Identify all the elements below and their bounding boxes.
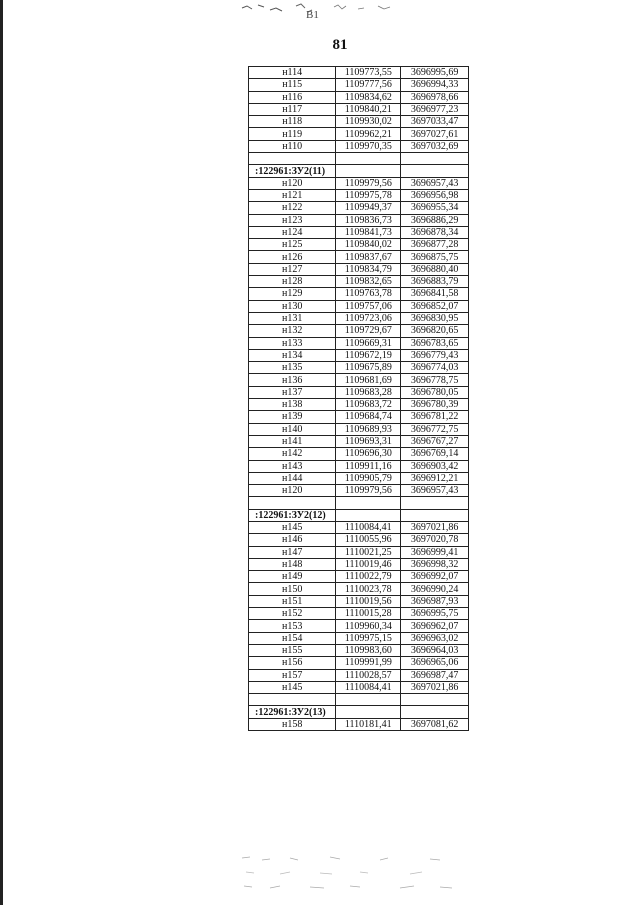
x-coordinate-cell: 1109979,56 <box>336 177 401 189</box>
table-row <box>249 239 469 251</box>
point-id-cell: н151 <box>249 595 336 607</box>
point-id-cell: н133 <box>249 337 336 349</box>
point-id-cell: н152 <box>249 608 336 620</box>
table-row <box>249 448 469 460</box>
empty-cell <box>401 706 469 718</box>
x-coordinate-cell: 1110023,78 <box>336 583 401 595</box>
empty-cell <box>249 497 336 509</box>
x-coordinate-cell: 1109832,65 <box>336 276 401 288</box>
x-coordinate-cell: 1109689,93 <box>336 423 401 435</box>
table-row <box>249 399 469 411</box>
table-row <box>249 460 469 472</box>
table-row <box>249 374 469 386</box>
empty-cell <box>336 165 401 177</box>
y-coordinate-cell: 3696962,07 <box>401 620 469 632</box>
point-id-cell: н154 <box>249 632 336 644</box>
table-row <box>249 472 469 484</box>
y-coordinate-cell: 3696912,21 <box>401 472 469 484</box>
y-coordinate-cell: 3696957,43 <box>401 485 469 497</box>
y-coordinate-cell: 3696990,24 <box>401 583 469 595</box>
point-id-cell: н142 <box>249 448 336 460</box>
point-id-cell: н116 <box>249 91 336 103</box>
x-coordinate-cell: 1109975,78 <box>336 189 401 201</box>
point-id-cell: н129 <box>249 288 336 300</box>
y-coordinate-cell: 3697027,61 <box>401 128 469 140</box>
table-row <box>249 91 469 103</box>
table-row <box>249 79 469 91</box>
x-coordinate-cell: 1110021,25 <box>336 546 401 558</box>
empty-cell <box>249 153 336 165</box>
y-coordinate-cell: 3696769,14 <box>401 448 469 460</box>
blank-row <box>249 694 469 706</box>
empty-cell <box>401 509 469 521</box>
point-id-cell: н137 <box>249 386 336 398</box>
x-coordinate-cell: 1109911,16 <box>336 460 401 472</box>
x-coordinate-cell: 1109763,78 <box>336 288 401 300</box>
point-id-cell: н141 <box>249 435 336 447</box>
table-row <box>249 620 469 632</box>
x-coordinate-cell: 1109681,69 <box>336 374 401 386</box>
y-coordinate-cell: 3696781,22 <box>401 411 469 423</box>
y-coordinate-cell: 3697032,69 <box>401 140 469 152</box>
y-coordinate-cell: 3696783,65 <box>401 337 469 349</box>
x-coordinate-cell: 1109960,34 <box>336 620 401 632</box>
table-row <box>249 202 469 214</box>
table-row <box>249 546 469 558</box>
x-coordinate-cell: 1109841,73 <box>336 226 401 238</box>
table-row <box>249 128 469 140</box>
y-coordinate-cell: 3696780,05 <box>401 386 469 398</box>
table-row <box>249 288 469 300</box>
scan-left-edge <box>0 0 3 905</box>
x-coordinate-cell: 1109991,99 <box>336 657 401 669</box>
table-row <box>249 423 469 435</box>
table-row <box>249 718 469 730</box>
table-row <box>249 362 469 374</box>
section-label-cell: :122961:ЗУ2(11) <box>249 165 336 177</box>
y-coordinate-cell: 3696965,06 <box>401 657 469 669</box>
y-coordinate-cell: 3696956,98 <box>401 189 469 201</box>
y-coordinate-cell: 3696955,34 <box>401 202 469 214</box>
coordinates-table-body <box>249 67 469 731</box>
x-coordinate-cell: 1109983,60 <box>336 644 401 656</box>
x-coordinate-cell: 1109840,21 <box>336 103 401 115</box>
x-coordinate-cell: 1109834,79 <box>336 263 401 275</box>
table-row <box>249 251 469 263</box>
table-row <box>249 583 469 595</box>
y-coordinate-cell: 3697021,86 <box>401 521 469 533</box>
point-id-cell: н156 <box>249 657 336 669</box>
point-id-cell: н122 <box>249 202 336 214</box>
empty-cell <box>336 694 401 706</box>
x-coordinate-cell: 1109683,72 <box>336 399 401 411</box>
point-id-cell: н126 <box>249 251 336 263</box>
y-coordinate-cell: 3696995,75 <box>401 608 469 620</box>
empty-cell <box>249 694 336 706</box>
x-coordinate-cell: 1110084,41 <box>336 521 401 533</box>
table-row <box>249 485 469 497</box>
x-coordinate-cell: 1109723,06 <box>336 312 401 324</box>
y-coordinate-cell: 3696903,42 <box>401 460 469 472</box>
y-coordinate-cell: 3696877,28 <box>401 239 469 251</box>
table-row <box>249 276 469 288</box>
x-coordinate-cell: 1109837,67 <box>336 251 401 263</box>
table-row <box>249 349 469 361</box>
point-id-cell: н147 <box>249 546 336 558</box>
y-coordinate-cell: 3696841,58 <box>401 288 469 300</box>
y-coordinate-cell: 3697021,86 <box>401 681 469 693</box>
empty-cell <box>401 153 469 165</box>
x-coordinate-cell: 1109962,21 <box>336 128 401 140</box>
x-coordinate-cell: 1109905,79 <box>336 472 401 484</box>
point-id-cell: н110 <box>249 140 336 152</box>
x-coordinate-cell: 1109970,35 <box>336 140 401 152</box>
x-coordinate-cell: 1109777,56 <box>336 79 401 91</box>
y-coordinate-cell: 3696883,79 <box>401 276 469 288</box>
scan-footer-noise <box>240 852 470 900</box>
x-coordinate-cell: 1109834,62 <box>336 91 401 103</box>
page-number: 81 <box>332 37 348 53</box>
point-id-cell: н134 <box>249 349 336 361</box>
point-id-cell: н124 <box>249 226 336 238</box>
y-coordinate-cell: 3696878,34 <box>401 226 469 238</box>
y-coordinate-cell: 3696992,07 <box>401 571 469 583</box>
point-id-cell: н131 <box>249 312 336 324</box>
point-id-cell: н117 <box>249 103 336 115</box>
x-coordinate-cell: 1110028,57 <box>336 669 401 681</box>
table-row <box>249 521 469 533</box>
point-id-cell: н136 <box>249 374 336 386</box>
table-row <box>249 644 469 656</box>
y-coordinate-cell: 3696820,65 <box>401 325 469 337</box>
point-id-cell: н121 <box>249 189 336 201</box>
table-row <box>249 67 469 79</box>
y-coordinate-cell: 3696987,47 <box>401 669 469 681</box>
x-coordinate-cell: 1109683,28 <box>336 386 401 398</box>
table-row <box>249 214 469 226</box>
point-id-cell: н120 <box>249 485 336 497</box>
section-header-row <box>249 509 469 521</box>
x-coordinate-cell: 1110022,79 <box>336 571 401 583</box>
y-coordinate-cell: 3696998,32 <box>401 558 469 570</box>
table-row <box>249 226 469 238</box>
point-id-cell: н115 <box>249 79 336 91</box>
point-id-cell: н153 <box>249 620 336 632</box>
x-coordinate-cell: 1109930,02 <box>336 116 401 128</box>
table-row <box>249 140 469 152</box>
x-coordinate-cell: 1109949,37 <box>336 202 401 214</box>
y-coordinate-cell: 3696964,03 <box>401 644 469 656</box>
y-coordinate-cell: 3696963,02 <box>401 632 469 644</box>
y-coordinate-cell: 3696852,07 <box>401 300 469 312</box>
point-id-cell: н145 <box>249 681 336 693</box>
point-id-cell: н144 <box>249 472 336 484</box>
table-row <box>249 608 469 620</box>
y-coordinate-cell: 3696875,75 <box>401 251 469 263</box>
scan-header-noise <box>238 0 418 22</box>
y-coordinate-cell: 3696767,27 <box>401 435 469 447</box>
empty-cell <box>336 497 401 509</box>
point-id-cell: н149 <box>249 571 336 583</box>
point-id-cell: н148 <box>249 558 336 570</box>
x-coordinate-cell: 1109840,02 <box>336 239 401 251</box>
y-coordinate-cell: 3696886,29 <box>401 214 469 226</box>
y-coordinate-cell: 3696774,03 <box>401 362 469 374</box>
y-coordinate-cell: 3696978,66 <box>401 91 469 103</box>
table-row <box>249 657 469 669</box>
table-row <box>249 300 469 312</box>
point-id-cell: н150 <box>249 583 336 595</box>
y-coordinate-cell: 3696977,23 <box>401 103 469 115</box>
empty-cell <box>336 509 401 521</box>
table-row <box>249 534 469 546</box>
point-id-cell: н138 <box>249 399 336 411</box>
x-coordinate-cell: 1109684,74 <box>336 411 401 423</box>
y-coordinate-cell: 3696957,43 <box>401 177 469 189</box>
y-coordinate-cell: 3696772,75 <box>401 423 469 435</box>
point-id-cell: н140 <box>249 423 336 435</box>
y-coordinate-cell: 3697020,78 <box>401 534 469 546</box>
x-coordinate-cell: 1109773,55 <box>336 67 401 79</box>
y-coordinate-cell: 3697033,47 <box>401 116 469 128</box>
point-id-cell: н143 <box>249 460 336 472</box>
table-row <box>249 312 469 324</box>
point-id-cell: н157 <box>249 669 336 681</box>
table-row <box>249 595 469 607</box>
x-coordinate-cell: 1110181,41 <box>336 718 401 730</box>
y-coordinate-cell: 3697081,62 <box>401 718 469 730</box>
table-row <box>249 632 469 644</box>
x-coordinate-cell: 1110019,56 <box>336 595 401 607</box>
table-row <box>249 189 469 201</box>
point-id-cell: н118 <box>249 116 336 128</box>
table-row <box>249 411 469 423</box>
table-row <box>249 263 469 275</box>
y-coordinate-cell: 3696780,39 <box>401 399 469 411</box>
empty-cell <box>401 694 469 706</box>
point-id-cell: н130 <box>249 300 336 312</box>
point-id-cell: н128 <box>249 276 336 288</box>
table-row <box>249 116 469 128</box>
section-label-cell: :122961:ЗУ2(12) <box>249 509 336 521</box>
point-id-cell: н135 <box>249 362 336 374</box>
y-coordinate-cell: 3696779,43 <box>401 349 469 361</box>
y-coordinate-cell: 3696830,95 <box>401 312 469 324</box>
x-coordinate-cell: 1110084,41 <box>336 681 401 693</box>
table-row <box>249 571 469 583</box>
table-row <box>249 681 469 693</box>
y-coordinate-cell: 3696994,33 <box>401 79 469 91</box>
table-row <box>249 386 469 398</box>
table-row <box>249 337 469 349</box>
x-coordinate-cell: 1109675,89 <box>336 362 401 374</box>
x-coordinate-cell: 1109696,30 <box>336 448 401 460</box>
x-coordinate-cell: 1109669,31 <box>336 337 401 349</box>
point-id-cell: н132 <box>249 325 336 337</box>
point-id-cell: н119 <box>249 128 336 140</box>
x-coordinate-cell: 1109672,19 <box>336 349 401 361</box>
empty-cell <box>336 706 401 718</box>
y-coordinate-cell: 3696999,41 <box>401 546 469 558</box>
empty-cell <box>401 165 469 177</box>
y-coordinate-cell: 3696987,93 <box>401 595 469 607</box>
section-header-row <box>249 165 469 177</box>
x-coordinate-cell: 1109975,15 <box>336 632 401 644</box>
table-row <box>249 435 469 447</box>
point-id-cell: н125 <box>249 239 336 251</box>
point-id-cell: н158 <box>249 718 336 730</box>
coordinates-table <box>248 66 469 731</box>
point-id-cell: н127 <box>249 263 336 275</box>
x-coordinate-cell: 1109836,73 <box>336 214 401 226</box>
x-coordinate-cell: 1110015,28 <box>336 608 401 620</box>
point-id-cell: н120 <box>249 177 336 189</box>
y-coordinate-cell: 3696995,69 <box>401 67 469 79</box>
table-row <box>249 325 469 337</box>
x-coordinate-cell: 1109729,67 <box>336 325 401 337</box>
x-coordinate-cell: 1109693,31 <box>336 435 401 447</box>
blank-row <box>249 497 469 509</box>
x-coordinate-cell: 1110055,96 <box>336 534 401 546</box>
section-header-row <box>249 706 469 718</box>
table-row <box>249 177 469 189</box>
header-scan-text: В1 <box>306 9 319 21</box>
table-row <box>249 669 469 681</box>
x-coordinate-cell: 1109757,06 <box>336 300 401 312</box>
table-row <box>249 558 469 570</box>
empty-cell <box>336 153 401 165</box>
table-row <box>249 103 469 115</box>
empty-cell <box>401 497 469 509</box>
point-id-cell: н145 <box>249 521 336 533</box>
x-coordinate-cell: 1109979,56 <box>336 485 401 497</box>
point-id-cell: н123 <box>249 214 336 226</box>
point-id-cell: н155 <box>249 644 336 656</box>
point-id-cell: н146 <box>249 534 336 546</box>
section-label-cell: :122961:ЗУ2(13) <box>249 706 336 718</box>
point-id-cell: н114 <box>249 67 336 79</box>
blank-row <box>249 153 469 165</box>
x-coordinate-cell: 1110019,46 <box>336 558 401 570</box>
y-coordinate-cell: 3696778,75 <box>401 374 469 386</box>
point-id-cell: н139 <box>249 411 336 423</box>
y-coordinate-cell: 3696880,40 <box>401 263 469 275</box>
